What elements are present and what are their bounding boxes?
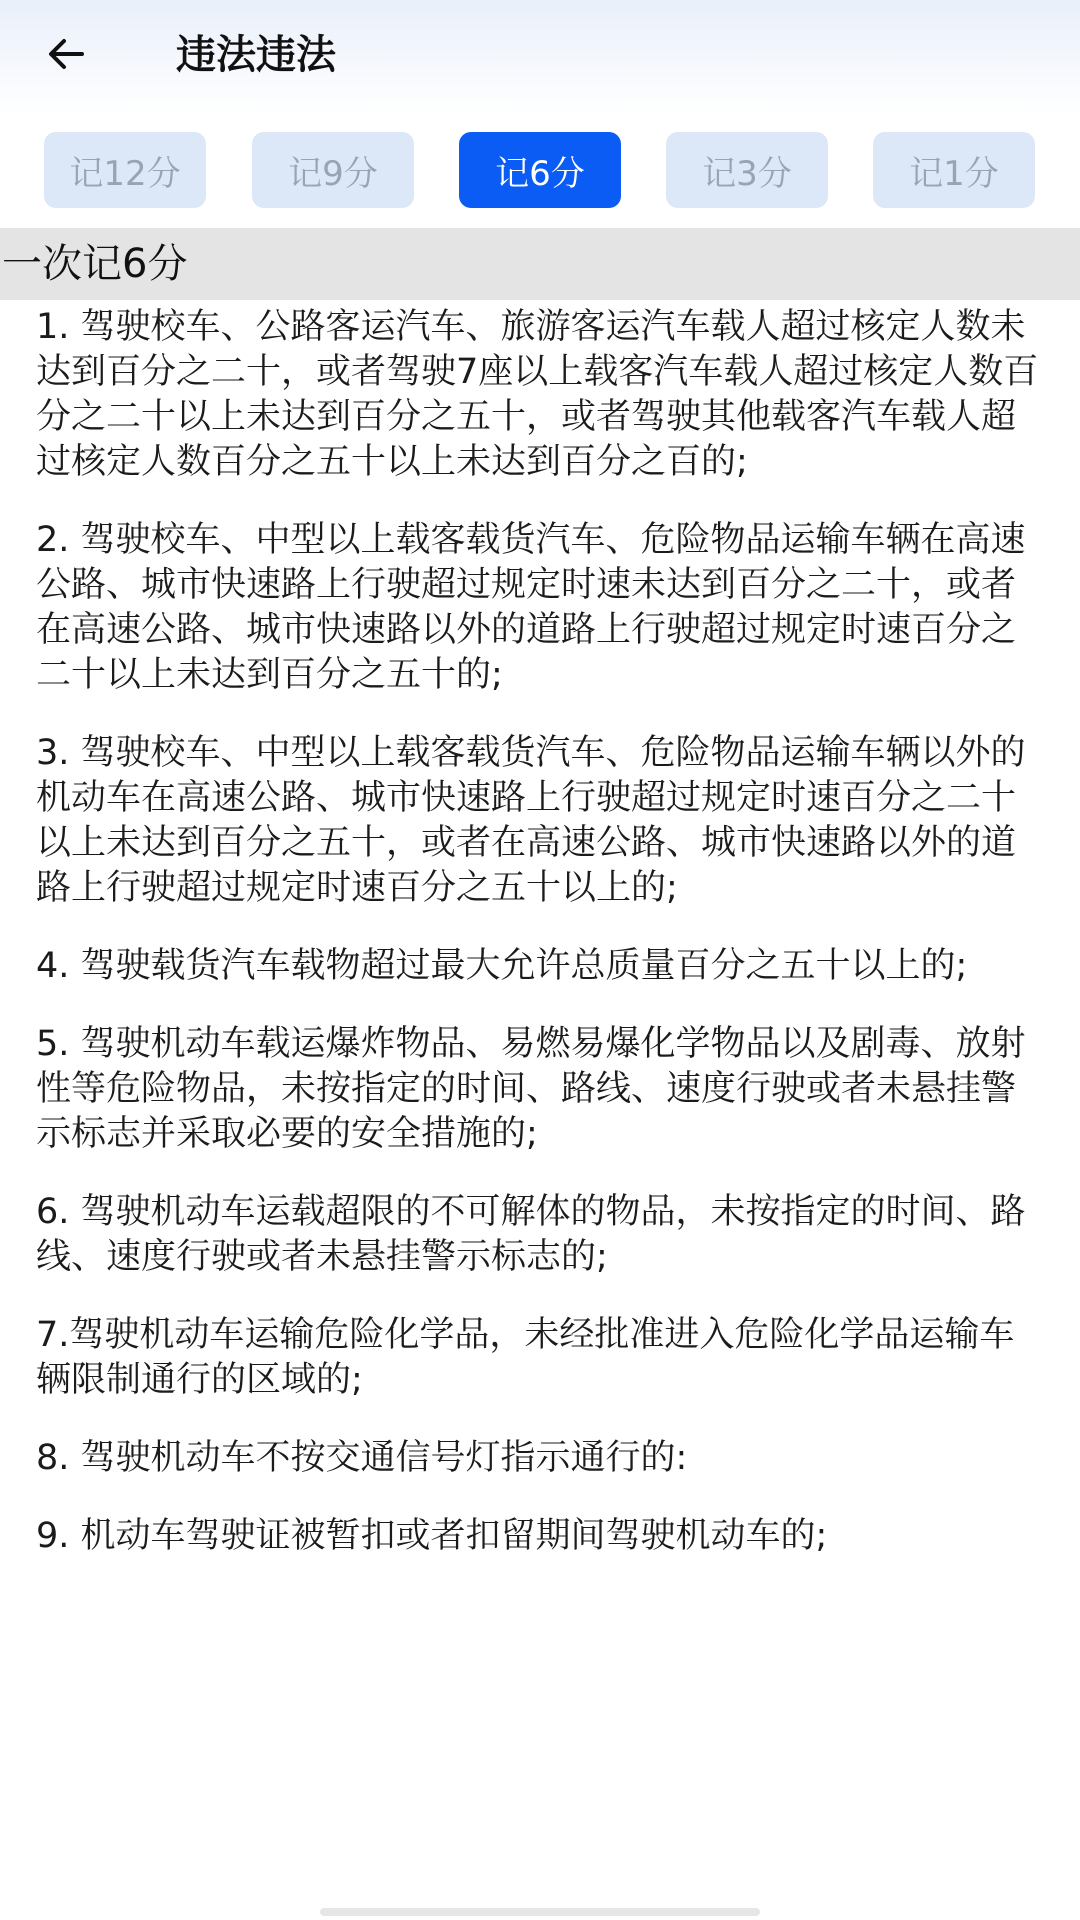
arrow-left-icon <box>42 30 90 78</box>
tab-9-points[interactable]: 记9分 <box>252 132 414 208</box>
list-item: 4. 驾驶载货汽车载物超过最大允许总质量百分之五十以上的; <box>36 946 968 986</box>
app-header <box>0 0 1080 115</box>
page-title: 违法违法 <box>176 32 336 78</box>
points-tab-bar <box>0 132 1080 210</box>
tab-6-points[interactable]: 记6分 <box>459 132 621 208</box>
list-item: 1. 驾驶校车、公路客运汽车、旅游客运汽车载人超过核定人数未达到百分之二十，或者驾驶7座以上载客汽车载人超过核定人数百分之二十以上未达到百分之五十，或者驾驶其他载客汽车载人超过核定人数百分之五十以上未达到百分之百的; <box>36 307 1039 482</box>
list-item: 8. 驾驶机动车不按交通信号灯指示通行的: <box>36 1438 688 1478</box>
scroll-indicator <box>320 1908 760 1916</box>
tab-1-point[interactable]: 记1分 <box>873 132 1035 208</box>
section-title: 一次记6分 <box>0 228 1080 300</box>
list-item: 9. 机动车驾驶证被暂扣或者扣留期间驾驶机动车的; <box>36 1516 828 1556</box>
list-item: 2. 驾驶校车、中型以上载客载货汽车、危险物品运输车辆在高速公路、城市快速路上行驶超过规定时速未达到百分之二十，或者在高速公路、城市快速路以外的道路上行驶超过规定时速百分之二十以上未达到百分之五十的; <box>36 520 1026 695</box>
back-button[interactable] <box>28 16 104 92</box>
tab-3-points[interactable]: 记3分 <box>666 132 828 208</box>
violation-list <box>36 305 1046 1592</box>
list-item: 5. 驾驶机动车载运爆炸物品、易燃易爆化学物品以及剧毒、放射性等危险物品，未按指定的时间、路线、速度行驶或者未悬挂警示标志并采取必要的安全措施的; <box>36 1024 1026 1154</box>
list-item: 7.驾驶机动车运输危险化学品，未经批准进入危险化学品运输车辆限制通行的区域的; <box>36 1315 1015 1400</box>
list-item: 6. 驾驶机动车运载超限的不可解体的物品，未按指定的时间、路线、速度行驶或者未悬挂警示标志的; <box>36 1192 1026 1277</box>
tab-12-points[interactable]: 记12分 <box>44 132 206 208</box>
list-item: 3. 驾驶校车、中型以上载客载货汽车、危险物品运输车辆以外的机动车在高速公路、城市快速路上行驶超过规定时速百分之二十以上未达到百分之五十，或者在高速公路、城市快速路以外的道路上行驶超过规定时速百分之五十以上的; <box>36 733 1026 908</box>
